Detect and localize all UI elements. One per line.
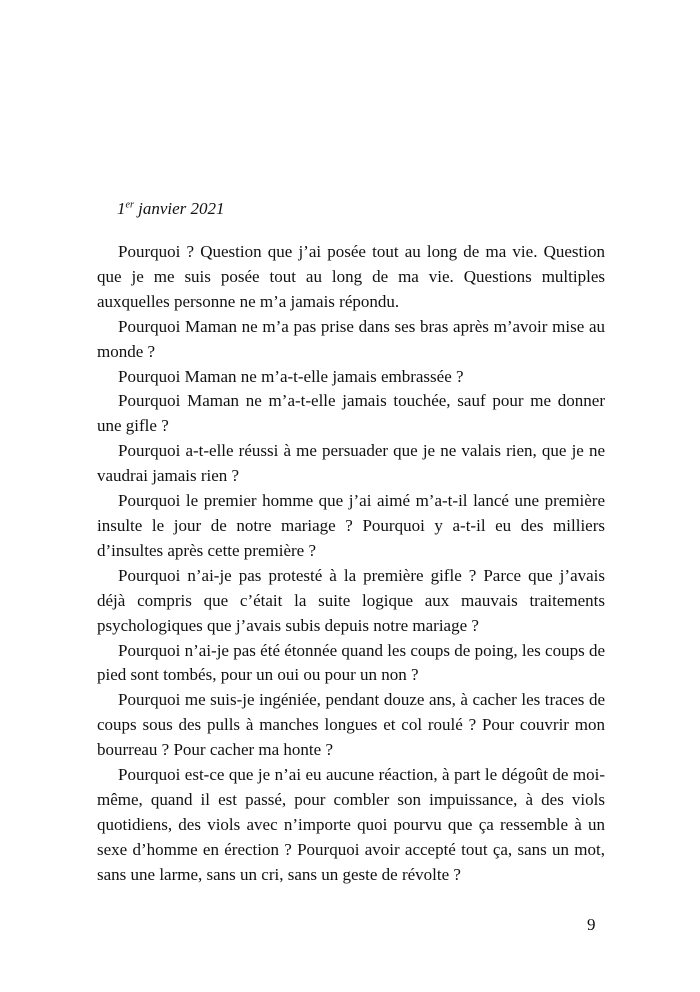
paragraph-3: Pourquoi Maman ne m’a-t-elle jamais embrassée ? — [118, 366, 464, 386]
page-number: 9 — [587, 915, 596, 934]
paragraph-2: Pourquoi Maman ne m’a pas prise dans ses bras après m’avoir mise au monde ? — [97, 316, 605, 361]
paragraph-8: Pourquoi n’ai-je pas été étonnée quand les coups de poing, les coups de pied sont tombés, pour un oui ou pour un non ? — [97, 640, 605, 685]
paragraph-6: Pourquoi le premier homme que j’ai aimé m’a-t-il lancé une première insulte le jour de notre mariage ? Pourquoi y a-t-il eu des milliers d’insultes après cette première ? — [97, 491, 605, 560]
page-body — [97, 196, 605, 888]
paragraph-7: Pourquoi n’ai-je pas protesté à la première gifle ? Parce que j’avais déjà compris que c’était la suite logique aux mauvais traitements psychologiques que j’avais subis depuis notre mariage ? — [97, 565, 605, 635]
date-day: 1 — [117, 199, 126, 218]
paragraph-1: Pourquoi ? Question que j’ai posée tout au long de ma vie. Question que je me suis posée tout au long de ma vie. Questions multiples auxquelles personne ne m’a jamais répondu. — [97, 242, 605, 311]
date-rest: janvier 2021 — [133, 199, 225, 218]
paragraph-5: Pourquoi a-t-elle réussi à me persuader que je ne valais rien, que je ne vaudrai jamais rien ? — [97, 441, 605, 486]
paragraph-4: Pourquoi Maman ne m’a-t-elle jamais touchée, sauf pour me donner une gifle ? — [97, 391, 605, 436]
paragraph-9: Pourquoi me suis-je ingéniée, pendant douze ans, à cacher les traces de coups sous des pulls à manches longues et col roulé ? Pour couvrir mon bourreau ? Pour cacher ma honte ? — [97, 690, 605, 760]
date-day-suffix: er — [125, 199, 134, 211]
chapter-date — [117, 196, 605, 222]
paragraph-10: Pourquoi est-ce que je n’ai eu aucune réaction, à part le dégoût de moi-même, quand il est passé, pour combler son impuissance, à des viols quotidiens, des viols avec n’importe quoi pourvu que ça ressemble à un sexe d’homme en érection ? Pourquoi avoir accepté tout ça, sans un mot, sans une larme, sans un cri, sans un geste de révolte ? — [97, 765, 605, 884]
